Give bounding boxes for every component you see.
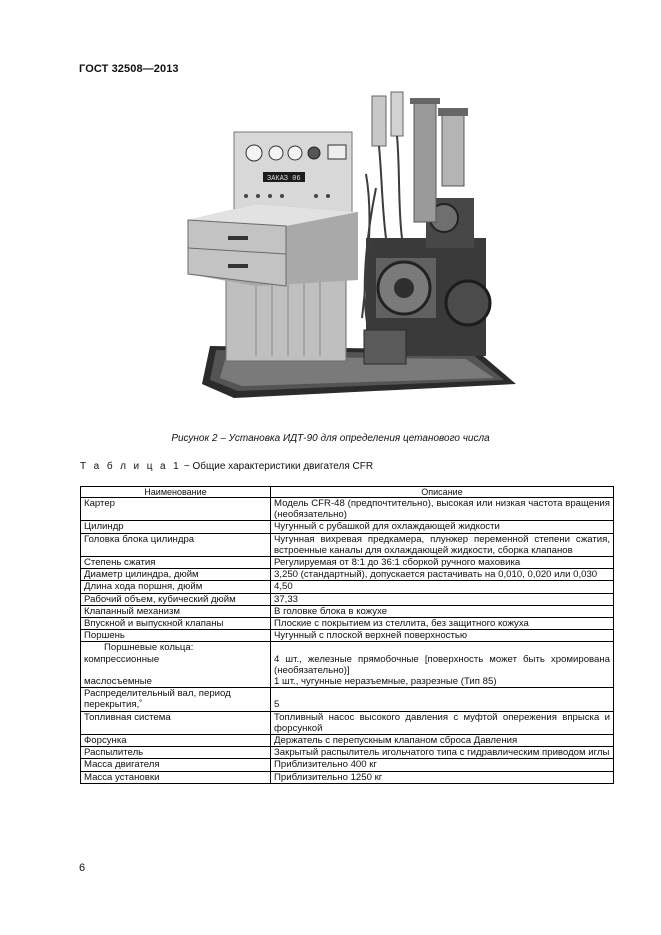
row-description: Топливный насос высокого давления с муфтой опережения впрыска и форсункой [271,711,614,734]
table-row [81,593,614,605]
table-row-piston-rings [81,642,614,688]
rings-oil-label: маслосъемные [84,676,153,688]
row-description: Чугунный с плоской верхней поверхностью [271,630,614,642]
row-description: Приблизительно 400 кг [271,759,614,771]
table-row [81,498,614,521]
row-name: Клапанный механизм [81,605,271,617]
display-readout: ЗАКАЗ 06 [267,175,301,183]
page-number: 6 [79,862,86,874]
table-row [81,569,614,581]
row-description: Модель CFR-48 (предпочтительно), высокая или низкая частота вращения (необязательно) [271,498,614,521]
row-name: Форсунка [81,735,271,747]
table-row [81,605,614,617]
row-name: Поршень [81,630,271,642]
row-name: Головка блока цилиндра [81,533,271,556]
row-description [271,642,614,688]
table-header-row [81,487,614,498]
table-row [81,533,614,556]
row-description: Чугунный с рубашкой для охлаждающей жидкости [271,521,614,533]
row-name: Распределительный вал, период перекрытия,˚ [81,688,271,711]
row-name: Масса двигателя [81,759,271,771]
row-name: Впускной и выпускной клапаны [81,618,271,630]
row-description: 4,50 [271,581,614,593]
table-row [81,747,614,759]
row-name: Степень сжатия [81,557,271,569]
row-name: Длина хода поршня, дюйм [81,581,271,593]
row-description: 37,33 [271,593,614,605]
table-label: Т а б л и ц а 1 [80,461,182,472]
row-name: Цилиндр [81,521,271,533]
characteristics-table [80,486,614,784]
row-name [81,642,271,688]
rings-title: Поршневые кольца: [104,642,194,654]
row-name: Распылитель [81,747,271,759]
document-header: ГОСТ 32508—2013 [79,63,179,75]
table-row [81,735,614,747]
row-name: Масса установки [81,771,271,783]
row-description: Держатель с перепускным клапаном сброса Давления [271,735,614,747]
table-row-camshaft [81,688,614,711]
row-description: Чугунная вихревая предкамера, плунжер переменной степени сжатия, встроенные каналы для охлаждающей жидкости, сборка клапанов [271,533,614,556]
row-name: Диаметр цилиндра, дюйм [81,569,271,581]
row-description: Плоские с покрытием из стеллита, без защитного кожуха [271,618,614,630]
column-header-name: Наименование [81,487,271,498]
table-row [81,630,614,642]
equipment-photo [176,88,521,406]
row-description: 3,250 (стандартный), допускается растачивать на 0,010, 0,020 или 0,030 [271,569,614,581]
rings-compression-label: компрессионные [84,653,160,665]
camshaft-value: 5 [274,699,280,711]
table-title [80,461,373,472]
row-description: В головке блока в кожухе [271,605,614,617]
row-description: Регулируемая от 8:1 до 36:1 сборкой ручного маховика [271,557,614,569]
table-row [81,557,614,569]
row-description: Закрытый распылитель игольчатого типа с гидравлическим приводом иглы [271,747,614,759]
table-row [81,771,614,783]
row-name: Рабочий объем, кубический дюйм [81,593,271,605]
rings-oil-desc: 1 шт., чугунные неразъемные, разрезные (Тип 85) [274,676,497,688]
row-name: Картер [81,498,271,521]
rings-compression-desc: 4 шт., железные прямобочные [поверхность может быть хромирована (необязательно)] [274,653,610,676]
table-title-text: − Общие характеристики двигателя CFR [181,461,374,472]
figure-caption: Рисунок 2 – Установка ИДТ-90 для определения цетанового числа [171,433,490,444]
row-description [271,688,614,711]
table-row [81,711,614,734]
table-row [81,618,614,630]
table-row [81,581,614,593]
row-name: Топливная система [81,711,271,734]
column-header-description: Описание [271,487,614,498]
row-description: Приблизительно 1250 кг [271,771,614,783]
table-row [81,759,614,771]
table-row [81,521,614,533]
